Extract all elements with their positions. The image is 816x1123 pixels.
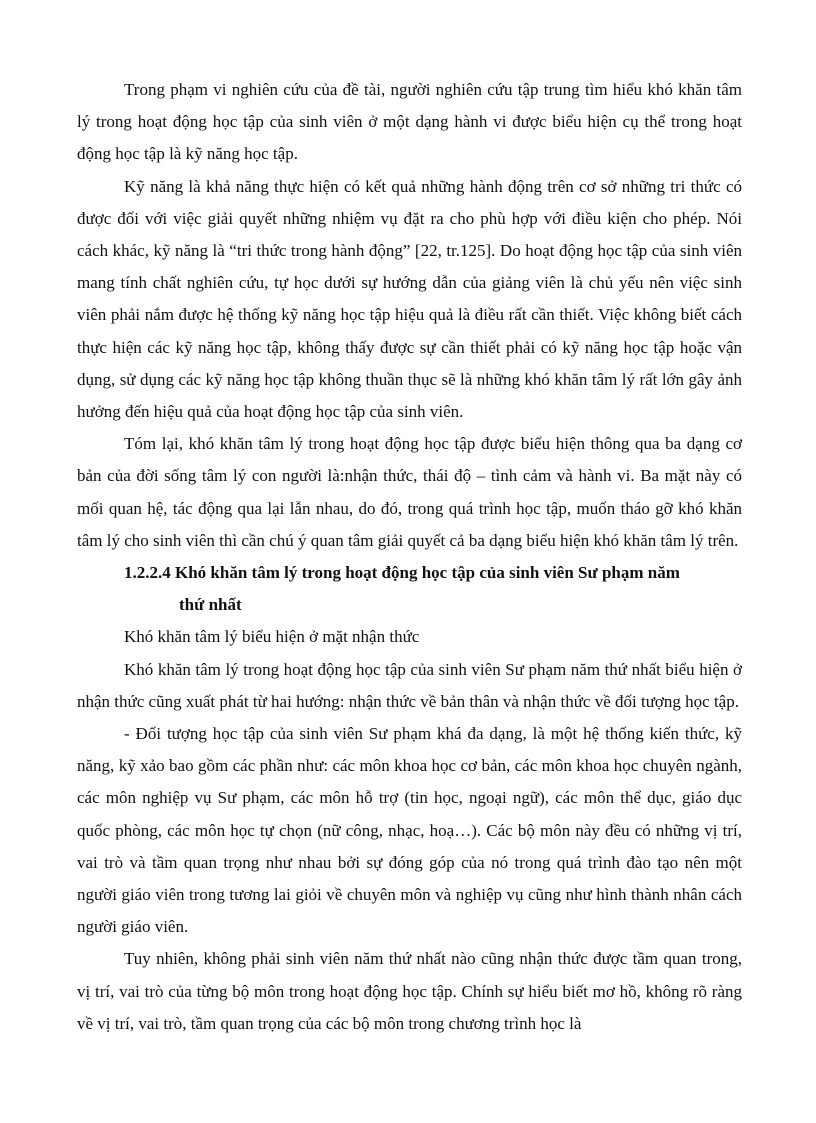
paragraph-2: Kỹ năng là khả năng thực hiện có kết quả những hành động trên cơ sở những tri thức có được đối với việc giải quyết những nhiệm vụ đặt ra cho phù hợp với điều kiện cho phép. Nói cách khác, kỹ năng là “tri thức trong hành động” [22, tr.125]. Do hoạt động học tập của sinh viên mang tính chất nghiên cứu, tự học dưới sự hướng dẫn của giảng viên là chủ yếu nên việc sinh viên phải nắm được hệ thống kỹ năng học tập hiệu quả là điều rất cần thiết. Việc không biết cách thực hiện các kỹ năng học tập, không thấy được sự cần thiết phải có kỹ năng học tập hoặc vận dụng, sử dụng các kỹ năng học tập không thuần thục sẽ là những khó khăn tâm lý rất lớn gây ảnh hưởng đến hiệu quả của hoạt động học tập của sinh viên. bbox=[77, 176, 742, 422]
section-heading-line-1: 1.2.2.4 Khó khăn tâm lý trong hoạt động học tập của sinh viên Sư phạm năm bbox=[124, 563, 680, 583]
paragraph-4: Khó khăn tâm lý trong hoạt động học tập của sinh viên Sư phạm năm thứ nhất biểu hiện ở nhận thức cũng xuất phát từ hai hướng: nhận thức về bản thân và nhận thức về đối tượng học tập. bbox=[77, 659, 742, 711]
section-heading bbox=[77, 557, 742, 621]
paragraph-6: Tuy nhiên, không phải sinh viên năm thứ nhất nào cũng nhận thức được tầm quan trong, vị trí, vai trò của từng bộ môn trong hoạt động học tập. Chính sự hiểu biết mơ hồ, không rõ ràng về vị trí, vai trò, tầm quan trọng của các bộ môn trong chương trình học là bbox=[77, 949, 742, 1033]
section-heading-line-2: thứ nhất bbox=[179, 595, 242, 615]
subheading: Khó khăn tâm lý biểu hiện ở mặt nhận thức bbox=[124, 627, 420, 647]
paragraph-5: - Đối tượng học tập của sinh viên Sư phạm khá đa dạng, là một hệ thống kiến thức, kỹ năng, kỹ xảo bao gồm các phần như: các môn khoa học cơ bản, các môn khoa học chuyên ngành, các môn nghiệp vụ Sư phạm, các môn hỗ trợ (tin học, ngoại ngữ), các môn thể dục, giáo dục quốc phòng, các môn học tự chọn (nữ công, nhạc, hoạ…). Các bộ môn này đều có những vị trí, vai trò và tầm quan trọng như nhau bởi sự đóng góp của nó trong quá trình đào tạo nên một người giáo viên trong tương lai giỏi về chuyên môn và nghiệp vụ cũng như hình thành nhân cách người giáo viên. bbox=[77, 724, 742, 937]
document-page bbox=[77, 74, 742, 1040]
paragraph-1: Trong phạm vi nghiên cứu của đề tài, người nghiên cứu tập trung tìm hiểu khó khăn tâm lý trong hoạt động học tập của sinh viên ở một dạng hành vi được biểu hiện cụ thể trong hoạt động học tập là kỹ năng học tập. bbox=[77, 80, 742, 164]
paragraph-3: Tóm lại, khó khăn tâm lý trong hoạt động học tập được biểu hiện thông qua ba dạng cơ bản của đời sống tâm lý con người là:nhận thức, thái độ – tình cảm và hành vi. Ba mặt này có mối quan hệ, tác động qua lại lẫn nhau, do đó, trong quá trình học tập, muốn tháo gỡ khó khăn tâm lý cho sinh viên thì cần chú ý quan tâm giải quyết cả ba dạng biểu hiện khó khăn tâm lý trên. bbox=[77, 434, 742, 550]
